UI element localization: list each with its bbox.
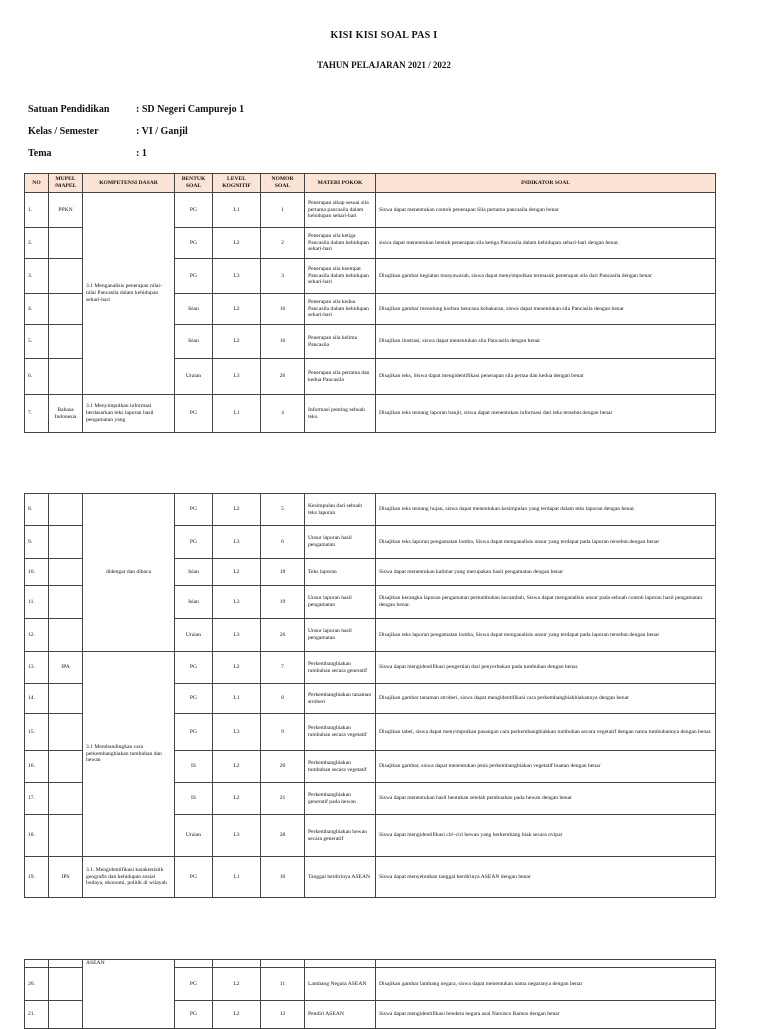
document-title: KISI KISI SOAL PAS I: [330, 30, 438, 41]
table-row: [25, 193, 716, 228]
info-school: [28, 104, 244, 115]
row-mapel: [49, 526, 83, 559]
row-level: L3: [213, 619, 261, 652]
row-indikator: Disajikan teks tentang hujan, siswa dapat menentukan kesimpulan yang terdapat dalam teks laporan dengan benar.: [376, 494, 716, 526]
row-nomor: 28: [261, 815, 305, 857]
row-nomor: 8: [261, 684, 305, 714]
row-indikator: Siswa dapat menentukan hasil bentukan setelah pembuahan pada hewan dengan benar: [376, 783, 716, 815]
row-nomor: 9: [261, 714, 305, 751]
row-indikator: Siswa dapat mengidentifikasi ciri-ciri hewan yang berkembang biak secara ovipar: [376, 815, 716, 857]
row-mapel: [49, 359, 83, 395]
row-indikator: Disajikan ilustrasi, siswa dapat menentukan sila Pancasila dengan benar: [376, 325, 716, 359]
row-bentuk: PG: [175, 857, 213, 898]
row-materi: Unsur laporan hasil pengamatan: [305, 586, 376, 619]
row-nomor: 1: [261, 193, 305, 228]
row-level: L2: [213, 1001, 261, 1029]
kd-ips: 3.1. Mengidentifikasi karakteristik geografis dan kehidupan sosial budaya, ekonomi, politik di wilayah: [83, 857, 175, 898]
row-nomor: 12: [261, 1001, 305, 1029]
row-level: L2: [213, 783, 261, 815]
row-materi: Perkembangbiakan tumbuhan secara vegetatif: [305, 714, 376, 751]
row-mapel: [49, 1001, 83, 1029]
row-bentuk: Uraian: [175, 815, 213, 857]
row-no: 19.: [25, 857, 49, 898]
row-bentuk: PG: [175, 395, 213, 433]
row-mapel: [49, 968, 83, 1001]
row-bentuk: PG: [175, 228, 213, 259]
row-no: 21.: [25, 1001, 49, 1029]
row-no: 6.: [25, 359, 49, 395]
row-indikator: Disajikan gambar, siswa dapat menentukan jenis perkembangbiakan vegetatif buatan dengan benar: [376, 751, 716, 783]
row-bentuk: Isian: [175, 325, 213, 359]
row-indikator: siswa dapat menentukan bentuk penerapan sila ketiga Pancasila dalam kehidupan sehari-hari dengan benar.: [376, 228, 716, 259]
row-materi: Perkembangbiakan tumbuhan secara vegetatif: [305, 751, 376, 783]
row-indikator: Disajikan gambar kegiatan musyawarah, siswa dapat menyimpulkan termasuk penerapan sila dari Pancasila dengan benar: [376, 259, 716, 294]
row-mapel: [49, 714, 83, 751]
row-materi: Penerapan sila kelima Pancasila: [305, 325, 376, 359]
row-no: 18.: [25, 815, 49, 857]
row-bentuk: Isian: [175, 559, 213, 586]
table-row: [25, 857, 716, 898]
row-nomor: 3: [261, 259, 305, 294]
row-level: L2: [213, 294, 261, 325]
row-mapel: PPKN: [49, 193, 83, 228]
row-mapel: [49, 325, 83, 359]
row-bentuk: PG: [175, 968, 213, 1001]
row-no: 9.: [25, 526, 49, 559]
row-materi: Perkembangbiakan tumbuhan secara generatif: [305, 652, 376, 684]
row-bentuk: PG: [175, 1001, 213, 1029]
row-bentuk: Uraian: [175, 359, 213, 395]
row-no: 3.: [25, 259, 49, 294]
row-bentuk: IS: [175, 783, 213, 815]
row-no: 11.: [25, 586, 49, 619]
info-theme: [28, 148, 147, 159]
kisi-table-part-1: [24, 173, 716, 433]
row-level: L3: [213, 714, 261, 751]
info-label: Satuan Pendidikan: [28, 104, 110, 115]
kisi-table-part-2: [24, 493, 716, 898]
kisi-table-part-3: [24, 959, 716, 1029]
row-bentuk: PG: [175, 526, 213, 559]
row-no: 2.: [25, 228, 49, 259]
header-materi-pokok: MATERI POKOK: [305, 174, 376, 193]
row-nomor: 7: [261, 652, 305, 684]
row-materi: Penerapan sila kedua Pancasila dalam kehidupan sehari-hari: [305, 294, 376, 325]
row-bentuk: PG: [175, 494, 213, 526]
row-level: L1: [213, 684, 261, 714]
row-nomor: 26: [261, 619, 305, 652]
info-label: Tema: [28, 148, 52, 159]
row-no: 12.: [25, 619, 49, 652]
row-indikator: Siswa dapat mengidentifikasi pengertian dari penyerbukan pada tumbuhan dengan benar.: [376, 652, 716, 684]
row-no: 14.: [25, 684, 49, 714]
row-level: L2: [213, 652, 261, 684]
row-nomor: 18: [261, 559, 305, 586]
row-bentuk: PG: [175, 259, 213, 294]
row-bentuk: Isian: [175, 586, 213, 619]
row-mapel: [49, 559, 83, 586]
row-materi: Perkembangbiakan tanaman stroberi: [305, 684, 376, 714]
row-mapel: [49, 783, 83, 815]
row-level: L3: [213, 815, 261, 857]
row-nomor: 16: [261, 294, 305, 325]
row-mapel: IPS: [49, 857, 83, 898]
kd-ips-cont: ASEAN: [83, 960, 175, 1029]
row-level: L3: [213, 259, 261, 294]
row-materi: Perkembangbiakan hewan secara generatif: [305, 815, 376, 857]
header-kompetensi-dasar: KOMPETENSI DASAR: [83, 174, 175, 193]
row-materi: Lambang Negara ASEAN: [305, 968, 376, 1001]
row-no: 10.: [25, 559, 49, 586]
row-bentuk: PG: [175, 684, 213, 714]
row-materi: Penerapan sila pertama dan kedua Pancasila: [305, 359, 376, 395]
row-nomor: 16: [261, 325, 305, 359]
table-row: [25, 494, 716, 526]
row-level: L3: [213, 586, 261, 619]
row-materi: Penerapan sila ketiga Pancasila dalam kehidupan sehari-hari: [305, 228, 376, 259]
row-mapel: [49, 586, 83, 619]
info-class: [28, 126, 188, 137]
row-indikator: Siswa dapat mengidentifikasi bendera negara asal Narsisco Ramos dengan benar: [376, 1001, 716, 1029]
row-indikator: Disajikan teks tentang laporan banjir, siswa dapat menentukan informasi dari teks tersebut.dengan benar: [376, 395, 716, 433]
row-nomor: 19: [261, 586, 305, 619]
row-level: L1: [213, 395, 261, 433]
row-indikator: Disajikan gambar tanaman stroberi, siswa dapat mengidentifikasi cara perkembangbiakbiakannya dengan benar: [376, 684, 716, 714]
row-materi: Pendiri ASEAN: [305, 1001, 376, 1029]
row-materi: Penerapan sila keempat Pancasila dalam kehidupan sehari-hari: [305, 259, 376, 294]
row-level: L2: [213, 751, 261, 783]
row-level: L2: [213, 325, 261, 359]
row-materi: Teks laporan: [305, 559, 376, 586]
row-no: 7.: [25, 395, 49, 433]
row-indikator: Disajikan teks laporan pengamatan lomba, Siswa dapat menganalisis unsur yang terdapat pada laporan tersebut.dengan benar: [376, 526, 716, 559]
row-mapel: [49, 259, 83, 294]
row-level: L2: [213, 228, 261, 259]
row-no: 4.: [25, 294, 49, 325]
header-mupel: MUPEL /MAPEL: [49, 174, 83, 193]
row-mapel: IPA: [49, 652, 83, 684]
table-row: [25, 395, 716, 433]
info-label: Kelas / Semester: [28, 126, 99, 137]
row-no: 1.: [25, 193, 49, 228]
row-bentuk: Uraian: [175, 619, 213, 652]
row-no: 15.: [25, 714, 49, 751]
row-materi: Informasi penting sebuah teks.: [305, 395, 376, 433]
row-nomor: 11: [261, 968, 305, 1001]
info-value: : 1: [136, 148, 147, 159]
row-level: L1: [213, 193, 261, 228]
row-nomor: 2: [261, 228, 305, 259]
header-level-kognitif: LEVEL KOGNITIF: [213, 174, 261, 193]
row-no: 20.: [25, 968, 49, 1001]
row-materi: Perkembangbiakan generatif pada hewan: [305, 783, 376, 815]
info-value: : SD Negeri Campurejo 1: [136, 104, 245, 115]
header-no: NO: [25, 174, 49, 193]
header-bentuk-soal: BENTUK SOAL: [175, 174, 213, 193]
row-bentuk: PG: [175, 652, 213, 684]
row-bentuk: Isian: [175, 294, 213, 325]
kd-bahasa-indonesia: 3.1 Menyimpulkan informasi berdasarkan teks laporan hasil pengamatan yang: [83, 395, 175, 433]
row-materi: Penerapan sikap sesuai sila pertama pancasila dalam kehidupan sehari-hari: [305, 193, 376, 228]
row-nomor: 21: [261, 783, 305, 815]
row-mapel: [49, 294, 83, 325]
row-indikator: Disajikan tabel, siswa dapat menyimpulkan pasangan cara perkembangbiakkan tumbuhan secara vegetatif dengan nama tumbuhannya dengan benar.: [376, 714, 716, 751]
row-materi: Kesimpulan dari sebuah teks laporan: [305, 494, 376, 526]
row-mapel: [49, 619, 83, 652]
info-value: : VI / Ganjil: [136, 126, 188, 137]
row-level: L1: [213, 857, 261, 898]
row-bentuk: PG: [175, 714, 213, 751]
row-indikator: Disajikan teks, Siswa dapat mengidentifikasi penerapan sila pertaa dan kedua dengan benar: [376, 359, 716, 395]
kd-bahasa-indonesia-cont: didengar dan dibaca: [83, 494, 175, 652]
row-level: L3: [213, 359, 261, 395]
row-nomor: 20: [261, 751, 305, 783]
row-materi: Unsur laporan hasil pengamatan: [305, 526, 376, 559]
row-level: L2: [213, 494, 261, 526]
row-indikator: Disajikan kerangka laporan pengamatan pertumbuhan kecambah, Siswa dapat menganalisis unsur pada sebuah contoh laporan hasil pengamatan dengan benar.: [376, 586, 716, 619]
row-indikator: Disajikan teks laporan pengamatan lomba, Siswa dapat menganalisis unsur yang terdapat pada laporan tersebut.dengan benar: [376, 619, 716, 652]
row-no: 17.: [25, 783, 49, 815]
row-mapel: [49, 228, 83, 259]
row-no: 8.: [25, 494, 49, 526]
row-materi: Unsur laporan hasil pengamatan: [305, 619, 376, 652]
row-mapel: [49, 815, 83, 857]
row-level: L2: [213, 968, 261, 1001]
row-bentuk: PG: [175, 193, 213, 228]
row-nomor: 4: [261, 395, 305, 433]
row-no: 5.: [25, 325, 49, 359]
row-mapel: [49, 684, 83, 714]
row-level: L3: [213, 526, 261, 559]
row-level: L2: [213, 559, 261, 586]
row-indikator: Disajikan gambar lambang negara, siswa dapat menentukan nama negaranya dengan benar: [376, 968, 716, 1001]
row-no: 16.: [25, 751, 49, 783]
kd-ppkn: 3.1 Menganalisis penerapan nilai-nilai Pancasila dalam kehidupan sehari-hari: [83, 193, 175, 395]
row-mapel: [49, 494, 83, 526]
row-bentuk: IS: [175, 751, 213, 783]
row-nomor: 10: [261, 857, 305, 898]
row-mapel: Bahasa Indonesia: [49, 395, 83, 433]
row-indikator: Siswa dapat menyebutkan tanggal berdirinya ASEAN dengan benar: [376, 857, 716, 898]
row-no: 13.: [25, 652, 49, 684]
kd-ipa: 3.1 Membandingkan cara perkembangbiakan tumbuhan dan hewan: [83, 652, 175, 857]
row-indikator: Siswa dapat menentukan kalimat yang merupakan hasil pengamatan dengan benar: [376, 559, 716, 586]
row-indikator: Disajikan gambar menolong korban bencana kebakaran, siswa dapat menentukan sila Pancasila dengan benar: [376, 294, 716, 325]
row-nomor: 5: [261, 494, 305, 526]
table-row: [25, 960, 716, 968]
document-subtitle: TAHUN PELAJARAN 2021 / 2022: [317, 60, 451, 70]
row-nomor: 6: [261, 526, 305, 559]
header-nomor-soal: NOMOR SOAL: [261, 174, 305, 193]
table-row: [25, 652, 716, 684]
row-nomor: 26: [261, 359, 305, 395]
row-mapel: [49, 751, 83, 783]
row-materi: Tanggal berdirinya ASEAN: [305, 857, 376, 898]
table-header-row: [25, 174, 716, 193]
header-indikator-soal: INDIKATOR SOAL: [376, 174, 716, 193]
row-indikator: Siswa dapat menentukan contoh penerapan Sila pertama pancasila dengan benar: [376, 193, 716, 228]
